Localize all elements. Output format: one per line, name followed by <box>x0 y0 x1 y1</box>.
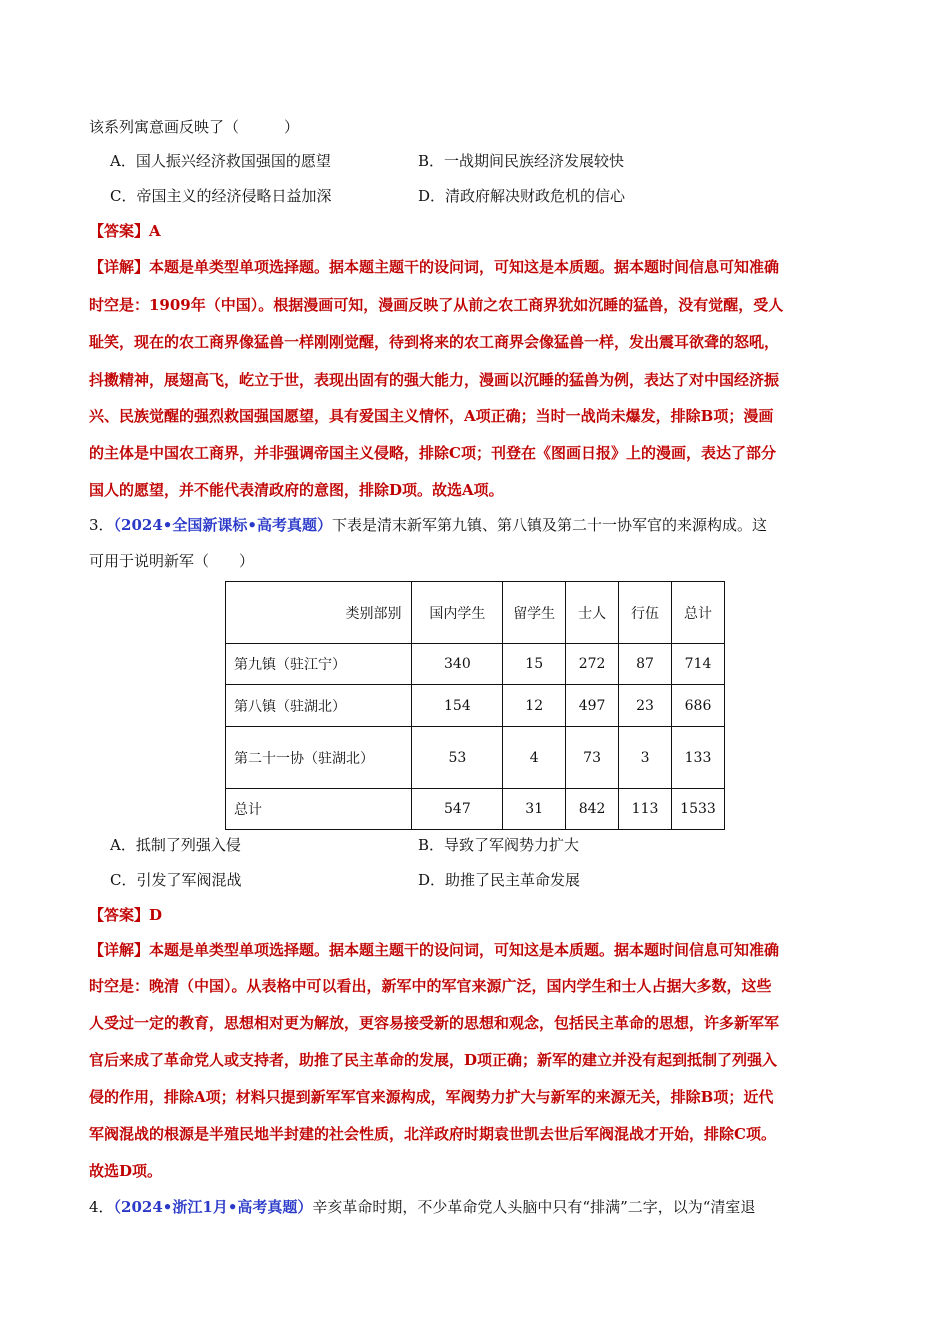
q3-detail-line-1: 【详解】本题是单类型单项选择题。据本题主题干的设问词，可知这是本质题。据本题时间信息可知准确 <box>89 941 780 959</box>
q2-detail-line-3: 耻笑，现在的农工商界像猛兽一样刚刚觉醒，待到将来的农工商界会像猛兽一样，发出震耳欲聋的怒吼， <box>89 333 780 351</box>
q2-answer-label: 【答案】 <box>89 222 150 240</box>
q3-detail-label: 【详解】 <box>89 941 150 959</box>
table-row: 第八镇（驻湖北） 154 12 497 23 686 <box>226 685 725 727</box>
q3-stem-line-2: 可用于说明新军（ ） <box>89 552 255 570</box>
q4-stem-line-1 <box>89 1197 755 1217</box>
q3-stem-line-1 <box>89 515 767 535</box>
q3-answer-value: D <box>149 906 163 924</box>
q2-detail-line-5: 兴、民族觉醒的强烈救国强国愿望，具有爱国主义情怀，A项正确；当时一战尚未爆发，排除B项；漫画 <box>89 407 774 425</box>
q2-detail-line-2: 时空是：1909年（中国）。根据漫画可知，漫画反映了从前之农工商界犹如沉睡的猛兽，没有觉醒，受人 <box>89 296 784 314</box>
q3-detail-line-6: 军阀混战的根源是半殖民地半封建的社会性质，北洋政府时期袁世凯去世后军阀混战才开始，排除C项。 <box>89 1125 776 1143</box>
q3-detail-line-5: 侵的作用，排除A项；材料只提到新军军官来源构成，军阀势力扩大与新军的来源无关，排除B项；近代 <box>89 1088 774 1106</box>
q3-detail-line-4: 官后来成了革命党人或支持者，助推了民主革命的发展，D项正确；新军的建立并没有起到抵制了列强入 <box>89 1051 778 1069</box>
q2-answer-value: A <box>149 222 161 240</box>
table-row: 总计 547 31 842 113 1533 <box>226 789 725 830</box>
table-header-row <box>226 582 725 644</box>
q2-detail-line-1: 【详解】本题是单类型单项选择题。据本题主题干的设问词，可知这是本质题。据本题时间信息可知准确 <box>89 258 780 276</box>
q3-option-a: A．抵制了列强入侵 <box>110 836 241 854</box>
table-row: 第二十一协（驻湖北） 53 4 73 3 133 <box>226 727 725 789</box>
q3-data-table <box>225 581 725 830</box>
q2-detail-line-4: 抖擞精神，展翅高飞，屹立于世，表现出固有的强大能力，漫画以沉睡的猛兽为例，表达了对中国经济振 <box>89 371 780 389</box>
q2-option-a: A．国人振兴经济救国强国的愿望 <box>110 152 331 170</box>
q3-option-c: C．引发了军阀混战 <box>110 871 242 889</box>
q3-number: 3． <box>89 516 114 534</box>
q2-option-d: D．清政府解决财政危机的信心 <box>418 187 626 205</box>
q4-stem-text: 辛亥革命时期，不少革命党人头脑中只有“排满”二字，以为“清室退 <box>312 1198 756 1216</box>
header-overseas-students: 留学生 <box>503 582 566 644</box>
q3-detail-line-2: 时空是：晚清（中国）。从表格中可以看出，新军中的军官来源广泛，国内学生和士人占据大多数，这些 <box>89 977 772 995</box>
q3-option-d: D．助推了民主革命发展 <box>418 871 581 889</box>
header-domestic-students: 国内学生 <box>412 582 503 644</box>
q3-answer-label: 【答案】 <box>89 906 150 924</box>
table-row: 第九镇（驻江宁） 340 15 272 87 714 <box>226 644 725 685</box>
q2-answer <box>89 221 161 241</box>
q4-number: 4． <box>89 1198 114 1216</box>
q3-stem-text: 下表是清末新军第九镇、第八镇及第二十一协军官的来源构成。这 <box>331 516 767 534</box>
header-total: 总计 <box>672 582 725 644</box>
q3-source: （2024•全国新课标•高考真题） <box>113 516 332 534</box>
q3-answer <box>89 905 162 925</box>
q4-source: （2024•浙江1月•高考真题） <box>113 1198 313 1216</box>
q2-detail-label: 【详解】 <box>89 258 150 276</box>
q3-detail-line-3: 人受过一定的教育，思想相对更为解放，更容易接受新的思想和观念，包括民主革命的思想，许多新军军 <box>89 1014 780 1032</box>
q2-detail-line-7: 国人的愿望，并不能代表清政府的意图，排除D项。故选A项。 <box>89 481 504 499</box>
header-soldiers: 行伍 <box>619 582 672 644</box>
q2-option-b: B．一战期间民族经济发展较快 <box>418 152 625 170</box>
q3-detail-line-7: 故选D项。 <box>89 1162 163 1180</box>
q2-option-c: C．帝国主义的经济侵略日益加深 <box>110 187 332 205</box>
q2-stem-end: 该系列寓意画反映了（ ） <box>89 118 300 136</box>
q3-option-b: B．导致了军阀势力扩大 <box>418 836 580 854</box>
q2-detail-line-6: 的主体是中国农工商界，并非强调帝国主义侵略，排除C项；刊登在《图画日报》上的漫画，表达了部分 <box>89 444 776 462</box>
header-scholars: 士人 <box>566 582 619 644</box>
header-category: 类别部别 <box>226 582 412 644</box>
